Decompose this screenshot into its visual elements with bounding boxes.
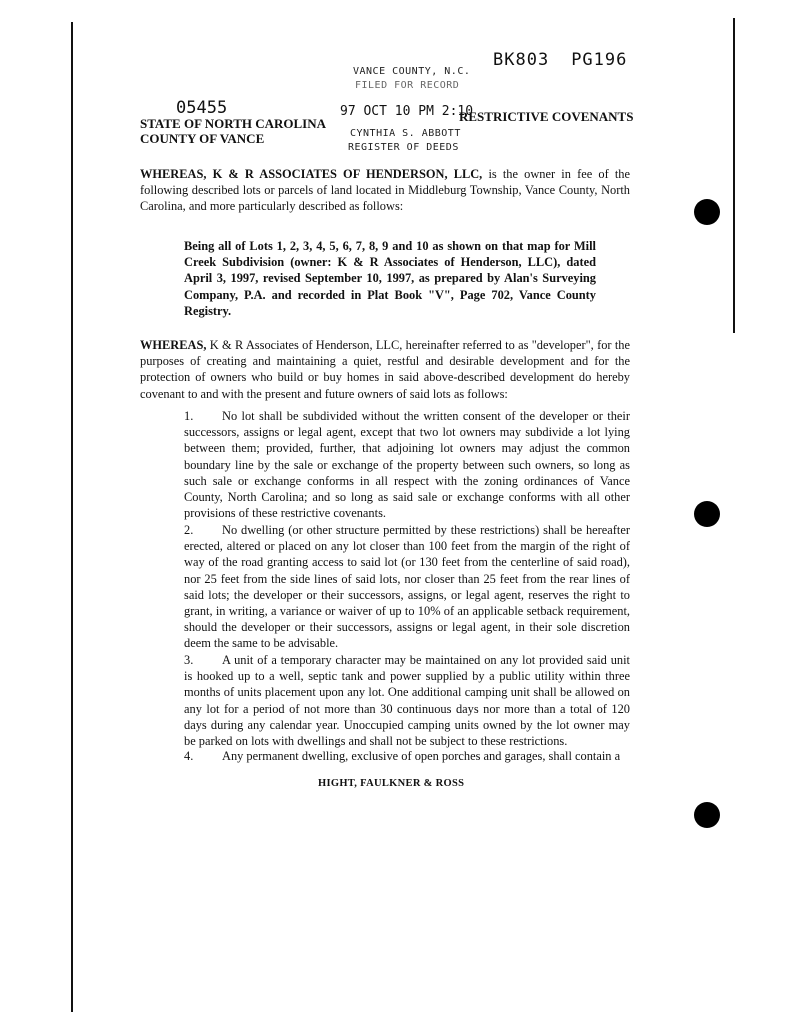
covenant-text: A unit of a temporary character may be maintained on any lot provided said unit is hooked up to a well, septic tank and power supplied by a public utility within three months of units placement upon any lot. One additional camping unit shall be allowed on any lot for a period of not more than 30 continuous days nor more than a total of 120 days during any calendar year. Unoccupied camping units owned by the lot owner may be parked on lots with dwellings and shall not be subject to these restrictions. [184, 653, 630, 749]
register-title-stamp: REGISTER OF DEEDS [348, 142, 459, 153]
covenant-text: No lot shall be subdivided without the written consent of the developer or their successors, assigns or legal agent, except that two lot owners may subdivide a lot lying between them; provided, further, that adjoining lot owners may adjust the common boundary line by the sale or exchange of the property between such owners, so long as such sale or exchange conforms in all respect with the zoning ordinances of Vance County, North Carolina; and so long as said sale or exchange conforms with all other provisions of these restrictive covenants. [184, 409, 630, 521]
law-firm-footer: HIGHT, FAULKNER & ROSS [318, 778, 465, 789]
register-name-stamp: CYNTHIA S. ABBOTT [350, 128, 461, 139]
timestamp-stamp: 97 OCT 10 PM 2:10 [340, 104, 474, 119]
whereas-2-bold: WHEREAS, [140, 338, 207, 352]
scan-edge-left [71, 22, 73, 1012]
covenant-number: 3. [184, 653, 194, 667]
covenant-text: Any permanent dwelling, exclusive of open porches and garages, shall contain a [222, 749, 621, 763]
lots-description: Being all of Lots 1, 2, 3, 4, 5, 6, 7, 8, 9 and 10 as shown on that map for Mill Creek Subdivision (owner: K & R Associates of Henderson, LLC), dated April 3, 1997, revised September 10, 1997, as prepared by Alan's Surveying Company, P.A. and recorded in Plat Book "V", Page 702, Vance County Registry. [184, 239, 596, 318]
whereas-paragraph-2 [140, 337, 630, 402]
document-title: RESTRICTIVE COVENANTS [459, 109, 634, 124]
punch-hole-top [694, 199, 720, 225]
punch-hole-middle [694, 501, 720, 527]
whereas-1-text: is the owner in fee of the following described lots or parcels of land located in Middleburg Township, Vance County, North Carolina, and more particularly described as follows: [140, 167, 630, 214]
scan-edge-right [733, 18, 735, 333]
covenant-item [184, 522, 630, 652]
whereas-1-bold: WHEREAS, K & R ASSOCIATES OF HENDERSON, LLC, [140, 167, 483, 181]
page-number: PG196 [571, 50, 628, 70]
covenant-number: 4. [184, 749, 194, 763]
whereas-2-text: K & R Associates of Henderson, LLC, hereinafter referred to as "developer", for the purposes of creating and maintaining a quiet, restful and desirable development and for the protection of owners who build or buy homes in said above-described development do hereby covenant to and with the present and future owners of said lots as follows: [140, 338, 630, 401]
document-number: 05455 [176, 98, 228, 118]
covenant-item [184, 652, 630, 749]
filed-for-record-stamp: FILED FOR RECORD [355, 80, 460, 91]
covenant-number: 2. [184, 523, 194, 537]
book-page-stamp [493, 50, 649, 70]
punch-hole-bottom [694, 802, 720, 828]
county-heading: COUNTY OF VANCE [140, 131, 265, 146]
whereas-paragraph-1 [140, 166, 630, 215]
covenant-number: 1. [184, 409, 194, 423]
covenant-item [184, 408, 630, 521]
covenant-item [184, 748, 630, 764]
state-heading: STATE OF NORTH CAROLINA [140, 116, 327, 131]
covenant-text: No dwelling (or other structure permitted by these restrictions) shall be hereafter erected, altered or placed on any lot closer than 100 feet from the margin of the right of way of the road granting access to said lot (or 130 feet from the centerline of said road), nor 25 feet from the side lines of said lots, nor closer than 25 feet from the rear lines of said lots; the developer or their successors, assigns, or legal agent, reserves the right to grant, in writing, a variance or waiver of up to 10% of an applicable setback requirement, should the developer or their successors, assigns or legal agent, in their sole discretion deem the same to be advisable. [184, 523, 630, 651]
county-filed-stamp: VANCE COUNTY, N.C. [353, 66, 471, 77]
book-number: BK803 [493, 50, 550, 70]
